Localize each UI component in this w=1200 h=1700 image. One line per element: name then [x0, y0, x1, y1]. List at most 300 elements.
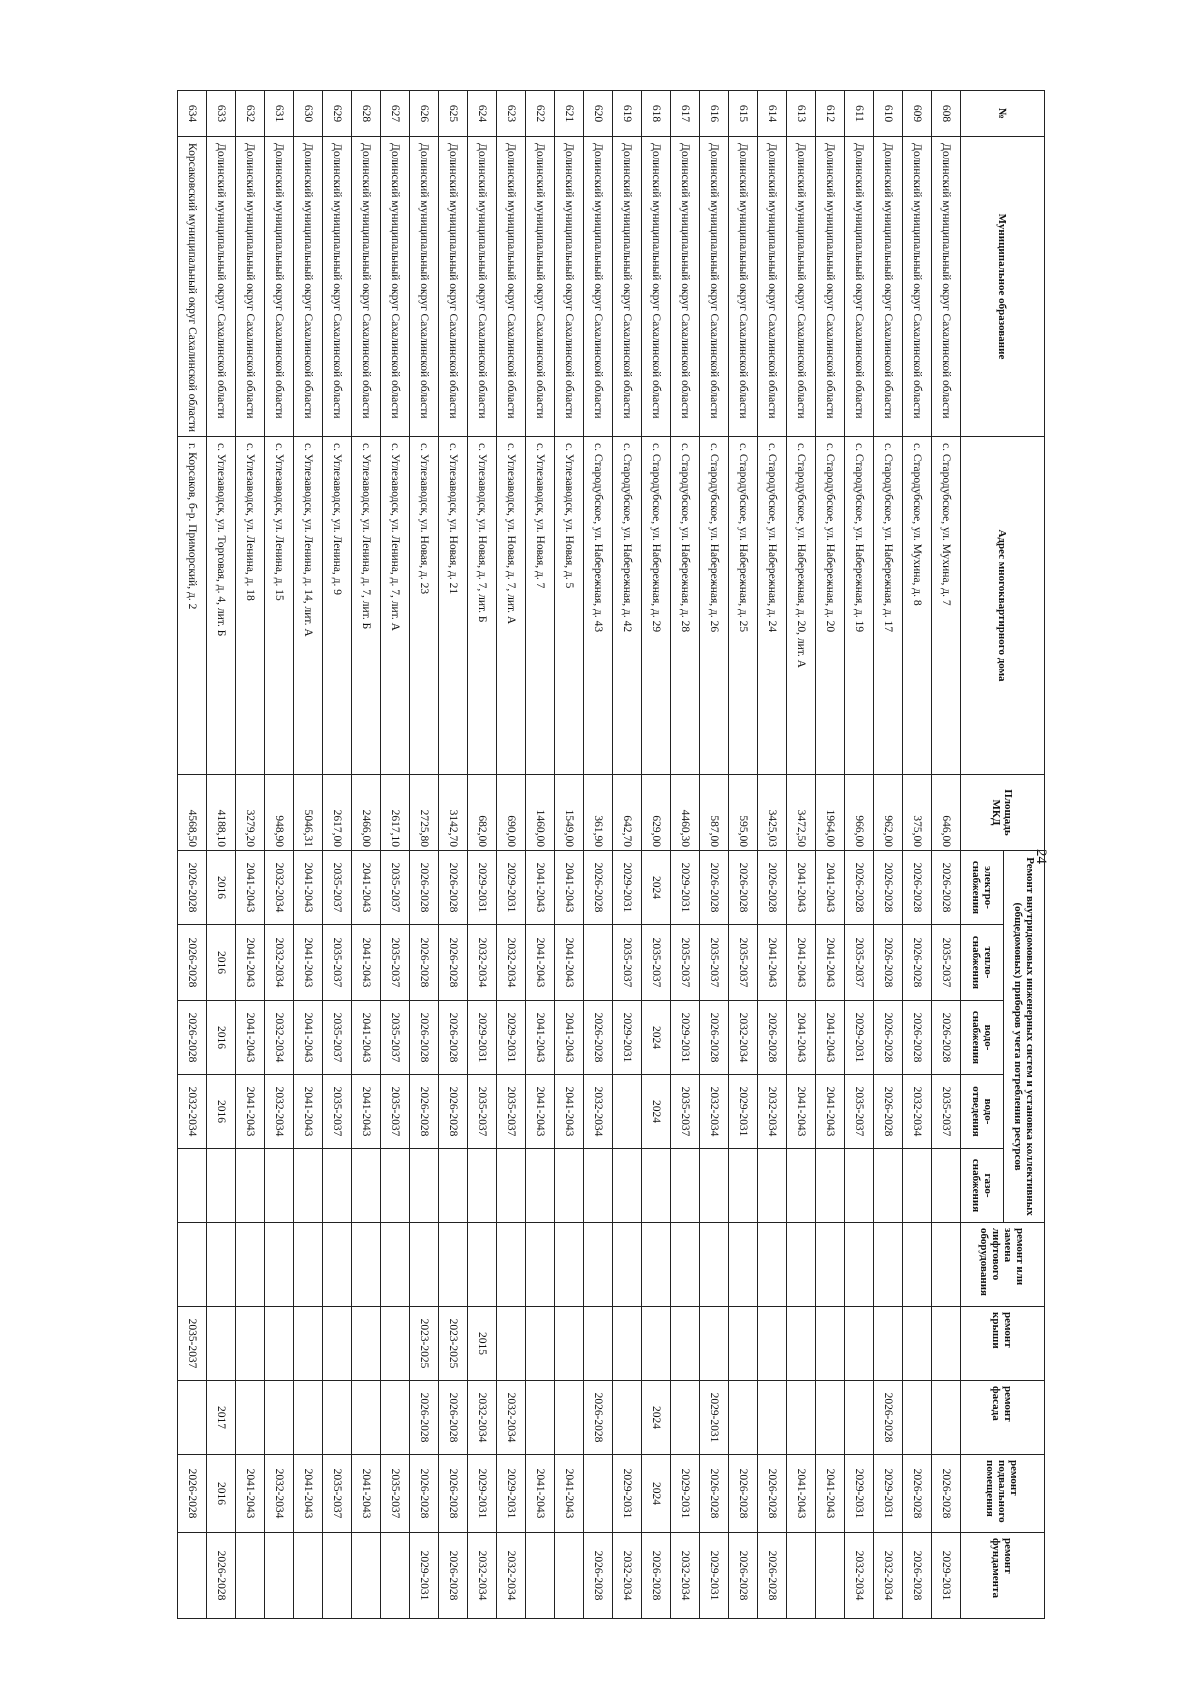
foundation-cell	[236, 1533, 265, 1619]
foundation-cell	[816, 1533, 845, 1619]
lift-cell	[381, 1223, 410, 1307]
table-row	[816, 91, 845, 1619]
area-cell: 682,00	[468, 775, 497, 851]
lift-cell	[526, 1223, 555, 1307]
heat-cell: 2032-2034	[497, 925, 526, 1001]
facade-cell	[613, 1381, 642, 1455]
electric-cell: 2026-2028	[410, 851, 439, 925]
municipality-cell: Долинский муниципальный округ Сахалинской области	[236, 137, 265, 437]
address-cell: с. Углезаводск, ул. Ленина, д. 7, лит. А	[381, 437, 410, 775]
foundation-cell: 2032-2034	[874, 1533, 903, 1619]
row-number: 624	[468, 91, 497, 137]
gas-cell	[526, 1149, 555, 1223]
area-cell: 3472,50	[787, 775, 816, 851]
electric-cell: 2016	[207, 851, 236, 925]
lift-cell	[439, 1223, 468, 1307]
municipality-cell: Долинский муниципальный округ Сахалинской области	[265, 137, 294, 437]
heat-cell: 2041-2043	[294, 925, 323, 1001]
facade-cell	[381, 1381, 410, 1455]
water-supply-cell: 2041-2043	[236, 1001, 265, 1075]
facade-cell	[236, 1381, 265, 1455]
row-number: 629	[323, 91, 352, 137]
basement-cell: 2026-2028	[439, 1455, 468, 1533]
facade-cell	[787, 1381, 816, 1455]
electric-cell: 2041-2043	[816, 851, 845, 925]
roof-cell	[816, 1307, 845, 1381]
roof-cell	[700, 1307, 729, 1381]
water-drain-cell: 2035-2037	[497, 1075, 526, 1149]
heat-cell: 2041-2043	[555, 925, 584, 1001]
basement-cell: 2041-2043	[787, 1455, 816, 1533]
row-number: 619	[613, 91, 642, 137]
foundation-cell: 2026-2028	[729, 1533, 758, 1619]
roof-cell	[729, 1307, 758, 1381]
row-number: 631	[265, 91, 294, 137]
heat-cell: 2035-2037	[729, 925, 758, 1001]
basement-cell: 2041-2043	[352, 1455, 381, 1533]
basement-cell: 2016	[207, 1455, 236, 1533]
municipality-cell: Долинский муниципальный округ Сахалинской области	[816, 137, 845, 437]
roof-cell	[671, 1307, 700, 1381]
municipality-cell: Долинский муниципальный округ Сахалинской области	[468, 137, 497, 437]
basement-cell: 2041-2043	[294, 1455, 323, 1533]
water-drain-cell: 2026-2028	[439, 1075, 468, 1149]
water-supply-cell: 2032-2034	[265, 1001, 294, 1075]
roof-cell: 2023-2025	[410, 1307, 439, 1381]
lift-cell	[265, 1223, 294, 1307]
municipality-cell: Долинский муниципальный округ Сахалинской области	[410, 137, 439, 437]
roof-cell	[845, 1307, 874, 1381]
gas-cell	[323, 1149, 352, 1223]
water-supply-cell: 2041-2043	[787, 1001, 816, 1075]
foundation-cell: 2029-2031	[700, 1533, 729, 1619]
row-number: 612	[816, 91, 845, 137]
electric-cell: 2041-2043	[236, 851, 265, 925]
water-drain-cell: 2041-2043	[236, 1075, 265, 1149]
address-cell: с. Углезаводск, ул. Ленина, д. 9	[323, 437, 352, 775]
roof-cell	[787, 1307, 816, 1381]
heat-cell: 2035-2037	[932, 925, 961, 1001]
facade-cell: 2029-2031	[700, 1381, 729, 1455]
table-row	[671, 91, 700, 1619]
address-cell: с. Стародубское, ул. Набережная, д. 28	[671, 437, 700, 775]
lift-cell	[468, 1223, 497, 1307]
heat-cell: 2026-2028	[439, 925, 468, 1001]
lift-cell	[845, 1223, 874, 1307]
area-cell: 2466,00	[352, 775, 381, 851]
gas-cell	[207, 1149, 236, 1223]
header-lift: ремонт или замена лифтового оборудования	[961, 1223, 1045, 1307]
electric-cell: 2029-2031	[468, 851, 497, 925]
facade-cell: 2026-2028	[439, 1381, 468, 1455]
roof-cell	[874, 1307, 903, 1381]
lift-cell	[932, 1223, 961, 1307]
table-row	[729, 91, 758, 1619]
lift-cell	[787, 1223, 816, 1307]
basement-cell: 2041-2043	[555, 1455, 584, 1533]
water-supply-cell: 2026-2028	[700, 1001, 729, 1075]
electric-cell: 2026-2028	[903, 851, 932, 925]
water-drain-cell: 2041-2043	[352, 1075, 381, 1149]
table-row	[584, 91, 613, 1619]
address-cell: г. Корсаков, б-р. Приморский, д. 2	[178, 437, 207, 775]
address-cell: с. Стародубское, ул. Набережная, д. 19	[845, 437, 874, 775]
heat-cell: 2026-2028	[178, 925, 207, 1001]
roof-cell	[526, 1307, 555, 1381]
water-drain-cell: 2032-2034	[178, 1075, 207, 1149]
heat-cell: 2032-2034	[468, 925, 497, 1001]
gas-cell	[729, 1149, 758, 1223]
area-cell: 5046,31	[294, 775, 323, 851]
electric-cell: 2041-2043	[787, 851, 816, 925]
row-number: 616	[700, 91, 729, 137]
foundation-cell	[265, 1533, 294, 1619]
gas-cell	[352, 1149, 381, 1223]
municipality-cell: Долинский муниципальный округ Сахалинской области	[207, 137, 236, 437]
area-cell: 642,70	[613, 775, 642, 851]
header-foundation: ремонт фундамента	[961, 1533, 1045, 1619]
row-number: 628	[352, 91, 381, 137]
water-supply-cell: 2029-2031	[671, 1001, 700, 1075]
area-cell: 962,00	[874, 775, 903, 851]
water-drain-cell: 2032-2034	[700, 1075, 729, 1149]
lift-cell	[236, 1223, 265, 1307]
water-supply-cell: 2026-2028	[439, 1001, 468, 1075]
row-number: 615	[729, 91, 758, 137]
lift-cell	[613, 1223, 642, 1307]
basement-cell: 2026-2028	[932, 1455, 961, 1533]
table-row	[468, 91, 497, 1619]
municipality-cell: Корсаковский муниципальный округ Сахалинской области	[178, 137, 207, 437]
municipality-cell: Долинский муниципальный округ Сахалинской области	[381, 137, 410, 437]
address-cell: с. Углезаводск, ул. Торговая, д. 4, лит. Б	[207, 437, 236, 775]
roof-cell	[497, 1307, 526, 1381]
row-number: 618	[642, 91, 671, 137]
area-cell: 1549,00	[555, 775, 584, 851]
roof-cell	[758, 1307, 787, 1381]
foundation-cell: 2026-2028	[758, 1533, 787, 1619]
water-drain-cell: 2035-2037	[468, 1075, 497, 1149]
area-cell: 4568,50	[178, 775, 207, 851]
address-cell: с. Углезаводск, ул. Ленина, д. 7, лит. Б	[352, 437, 381, 775]
address-cell: с. Углезаводск, ул. Новая, д. 21	[439, 437, 468, 775]
table-row	[323, 91, 352, 1619]
electric-cell: 2041-2043	[294, 851, 323, 925]
gas-cell	[613, 1149, 642, 1223]
area-cell: 4460,30	[671, 775, 700, 851]
address-cell: с. Углезаводск, ул. Новая, д. 7, лит. А	[497, 437, 526, 775]
row-number: 609	[903, 91, 932, 137]
electric-cell: 2026-2028	[932, 851, 961, 925]
lift-cell	[671, 1223, 700, 1307]
address-cell: с. Стародубское, ул. Набережная, д. 42	[613, 437, 642, 775]
gas-cell	[555, 1149, 584, 1223]
header-roof: ремонт крыши	[961, 1307, 1045, 1381]
header-water-supply: водо-снабжения	[961, 1001, 1004, 1075]
basement-cell: 2041-2043	[816, 1455, 845, 1533]
table-row	[758, 91, 787, 1619]
table-row	[700, 91, 729, 1619]
electric-cell: 2026-2028	[845, 851, 874, 925]
basement-cell: 2029-2031	[845, 1455, 874, 1533]
heat-cell: 2035-2037	[642, 925, 671, 1001]
gas-cell	[642, 1149, 671, 1223]
address-cell: с. Стародубское, ул. Набережная, д. 17	[874, 437, 903, 775]
facade-cell: 2017	[207, 1381, 236, 1455]
header-engineering-group: Ремонт внутридомовых инженерных систем и установка коллективных (общедомовых) приборов учета потребления ресурсов	[1004, 851, 1045, 1223]
roof-cell	[236, 1307, 265, 1381]
heat-cell: 2035-2037	[381, 925, 410, 1001]
municipality-cell: Долинский муниципальный округ Сахалинской области	[932, 137, 961, 437]
heat-cell: 2041-2043	[236, 925, 265, 1001]
facade-cell	[932, 1381, 961, 1455]
water-drain-cell: 2032-2034	[584, 1075, 613, 1149]
table-body	[178, 91, 961, 1619]
electric-cell: 2026-2028	[178, 851, 207, 925]
water-drain-cell: 2041-2043	[294, 1075, 323, 1149]
area-cell: 595,00	[729, 775, 758, 851]
header-area: Площадь МКД	[961, 775, 1045, 851]
water-supply-cell: 2041-2043	[526, 1001, 555, 1075]
electric-cell: 2026-2028	[729, 851, 758, 925]
water-supply-cell: 2026-2028	[758, 1001, 787, 1075]
water-drain-cell: 2026-2028	[874, 1075, 903, 1149]
gas-cell	[700, 1149, 729, 1223]
address-cell: с. Стародубское, ул. Набережная, д. 24	[758, 437, 787, 775]
lift-cell	[816, 1223, 845, 1307]
table-row	[236, 91, 265, 1619]
heat-cell: 2041-2043	[816, 925, 845, 1001]
table-row	[439, 91, 468, 1619]
water-supply-cell: 2026-2028	[584, 1001, 613, 1075]
water-supply-cell: 2035-2037	[323, 1001, 352, 1075]
basement-cell: 2035-2037	[323, 1455, 352, 1533]
water-drain-cell: 2029-2031	[729, 1075, 758, 1149]
foundation-cell: 2026-2028	[903, 1533, 932, 1619]
heat-cell: 2035-2037	[671, 925, 700, 1001]
facade-cell	[294, 1381, 323, 1455]
water-drain-cell: 2035-2037	[323, 1075, 352, 1149]
facade-cell	[903, 1381, 932, 1455]
foundation-cell: 2029-2031	[932, 1533, 961, 1619]
gas-cell	[584, 1149, 613, 1223]
water-supply-cell: 2026-2028	[410, 1001, 439, 1075]
foundation-cell: 2032-2034	[671, 1533, 700, 1619]
municipality-cell: Долинский муниципальный округ Сахалинской области	[439, 137, 468, 437]
basement-cell: 2035-2037	[381, 1455, 410, 1533]
area-cell: 3425,03	[758, 775, 787, 851]
area-cell: 1460,00	[526, 775, 555, 851]
table-row	[555, 91, 584, 1619]
water-supply-cell: 2026-2028	[932, 1001, 961, 1075]
facade-cell	[758, 1381, 787, 1455]
gas-cell	[932, 1149, 961, 1223]
roof-cell: 2023-2025	[439, 1307, 468, 1381]
row-number: 610	[874, 91, 903, 137]
municipality-cell: Долинский муниципальный округ Сахалинской области	[700, 137, 729, 437]
address-cell: с. Углезаводск, ул. Ленина, д. 14, лит. А	[294, 437, 323, 775]
heat-cell: 2035-2037	[613, 925, 642, 1001]
area-cell: 2725,80	[410, 775, 439, 851]
water-supply-cell: 2029-2031	[845, 1001, 874, 1075]
water-supply-cell: 2029-2031	[497, 1001, 526, 1075]
row-number: 611	[845, 91, 874, 137]
header-no: №	[961, 91, 1045, 137]
gas-cell	[816, 1149, 845, 1223]
lift-cell	[410, 1223, 439, 1307]
roof-cell	[584, 1307, 613, 1381]
address-cell: с. Углезаводск, ул. Новая, д. 23	[410, 437, 439, 775]
basement-cell: 2029-2031	[497, 1455, 526, 1533]
electric-cell: 2041-2043	[352, 851, 381, 925]
gas-cell	[845, 1149, 874, 1223]
roof-cell	[613, 1307, 642, 1381]
row-number: 627	[381, 91, 410, 137]
lift-cell	[323, 1223, 352, 1307]
table-row	[352, 91, 381, 1619]
water-supply-cell: 2041-2043	[352, 1001, 381, 1075]
header-municipality: Муниципальное образование	[961, 137, 1045, 437]
foundation-cell: 2032-2034	[845, 1533, 874, 1619]
lift-cell	[497, 1223, 526, 1307]
table-row	[410, 91, 439, 1619]
electric-cell: 2032-2034	[265, 851, 294, 925]
basement-cell: 2029-2031	[468, 1455, 497, 1533]
area-cell: 3142,70	[439, 775, 468, 851]
electric-cell: 2041-2043	[526, 851, 555, 925]
foundation-cell: 2032-2034	[468, 1533, 497, 1619]
heat-cell: 2032-2034	[265, 925, 294, 1001]
roof-cell	[903, 1307, 932, 1381]
row-number: 622	[526, 91, 555, 137]
municipality-cell: Долинский муниципальный округ Сахалинской области	[787, 137, 816, 437]
basement-cell: 2032-2034	[265, 1455, 294, 1533]
municipality-cell: Долинский муниципальный округ Сахалинской области	[352, 137, 381, 437]
header-basement: ремонт подвального помещения	[961, 1455, 1045, 1533]
row-number: 614	[758, 91, 787, 137]
area-cell: 2617,00	[323, 775, 352, 851]
electric-cell: 2026-2028	[439, 851, 468, 925]
heat-cell: 2016	[207, 925, 236, 1001]
table-row	[497, 91, 526, 1619]
basement-cell: 2026-2028	[758, 1455, 787, 1533]
basement-cell: 2026-2028	[178, 1455, 207, 1533]
gas-cell	[468, 1149, 497, 1223]
row-number: 620	[584, 91, 613, 137]
heat-cell: 2035-2037	[700, 925, 729, 1001]
roof-cell: 2035-2037	[178, 1307, 207, 1381]
heat-cell	[584, 925, 613, 1001]
roof-cell	[294, 1307, 323, 1381]
water-supply-cell: 2041-2043	[555, 1001, 584, 1075]
water-supply-cell: 2032-2034	[729, 1001, 758, 1075]
area-cell: 2617,10	[381, 775, 410, 851]
facade-cell: 2026-2028	[874, 1381, 903, 1455]
table-row	[613, 91, 642, 1619]
lift-cell	[700, 1223, 729, 1307]
gas-cell	[410, 1149, 439, 1223]
basement-cell: 2024	[642, 1455, 671, 1533]
table-row	[207, 91, 236, 1619]
water-drain-cell: 2041-2043	[526, 1075, 555, 1149]
foundation-cell	[555, 1533, 584, 1619]
table-row	[903, 91, 932, 1619]
water-drain-cell: 2041-2043	[787, 1075, 816, 1149]
basement-cell: 2029-2031	[671, 1455, 700, 1533]
heat-cell: 2041-2043	[526, 925, 555, 1001]
foundation-cell	[381, 1533, 410, 1619]
roof-cell: 2015	[468, 1307, 497, 1381]
facade-cell: 2032-2034	[497, 1381, 526, 1455]
basement-cell: 2029-2031	[613, 1455, 642, 1533]
area-cell: 375,00	[903, 775, 932, 851]
lift-cell	[642, 1223, 671, 1307]
roof-cell	[352, 1307, 381, 1381]
row-number: 617	[671, 91, 700, 137]
row-number: 634	[178, 91, 207, 137]
facade-cell	[265, 1381, 294, 1455]
basement-cell: 2041-2043	[526, 1455, 555, 1533]
water-drain-cell: 2032-2034	[758, 1075, 787, 1149]
electric-cell: 2041-2043	[555, 851, 584, 925]
gas-cell	[787, 1149, 816, 1223]
water-supply-cell: 2041-2043	[294, 1001, 323, 1075]
lift-cell	[352, 1223, 381, 1307]
gas-cell	[381, 1149, 410, 1223]
lift-cell	[207, 1223, 236, 1307]
address-cell: с. Стародубское, ул. Набережная, д. 26	[700, 437, 729, 775]
lift-cell	[758, 1223, 787, 1307]
area-cell: 629,00	[642, 775, 671, 851]
table-row	[787, 91, 816, 1619]
heat-cell: 2026-2028	[903, 925, 932, 1001]
address-cell: с. Стародубское, ул. Набережная, д. 43	[584, 437, 613, 775]
page-number: 24	[1033, 849, 1049, 864]
address-cell: с. Стародубское, ул. Набережная, д. 29	[642, 437, 671, 775]
facade-cell: 2032-2034	[468, 1381, 497, 1455]
area-cell: 966,00	[845, 775, 874, 851]
foundation-cell	[526, 1533, 555, 1619]
area-cell: 3279,20	[236, 775, 265, 851]
row-number: 630	[294, 91, 323, 137]
facade-cell	[555, 1381, 584, 1455]
water-supply-cell: 2026-2028	[903, 1001, 932, 1075]
foundation-cell: 2026-2028	[584, 1533, 613, 1619]
facade-cell	[816, 1381, 845, 1455]
electric-cell: 2024	[642, 851, 671, 925]
roof-cell	[381, 1307, 410, 1381]
address-cell: с. Углезаводск, ул. Новая, д. 7, лит. Б	[468, 437, 497, 775]
roof-cell	[207, 1307, 236, 1381]
header-address: Адрес многоквартирного дома	[961, 437, 1045, 775]
gas-cell	[497, 1149, 526, 1223]
municipality-cell: Долинский муниципальный округ Сахалинской области	[642, 137, 671, 437]
table-row	[932, 91, 961, 1619]
water-drain-cell: 2041-2043	[816, 1075, 845, 1149]
electric-cell: 2026-2028	[700, 851, 729, 925]
foundation-cell: 2026-2028	[642, 1533, 671, 1619]
foundation-cell	[323, 1533, 352, 1619]
address-cell: с. Углезаводск, ул. Новая, д. 7	[526, 437, 555, 775]
roof-cell	[265, 1307, 294, 1381]
water-drain-cell: 2035-2037	[671, 1075, 700, 1149]
foundation-cell	[294, 1533, 323, 1619]
water-drain-cell: 2024	[642, 1075, 671, 1149]
foundation-cell: 2029-2031	[410, 1533, 439, 1619]
lift-cell	[178, 1223, 207, 1307]
table-row	[178, 91, 207, 1619]
municipality-cell: Долинский муниципальный округ Сахалинской области	[874, 137, 903, 437]
